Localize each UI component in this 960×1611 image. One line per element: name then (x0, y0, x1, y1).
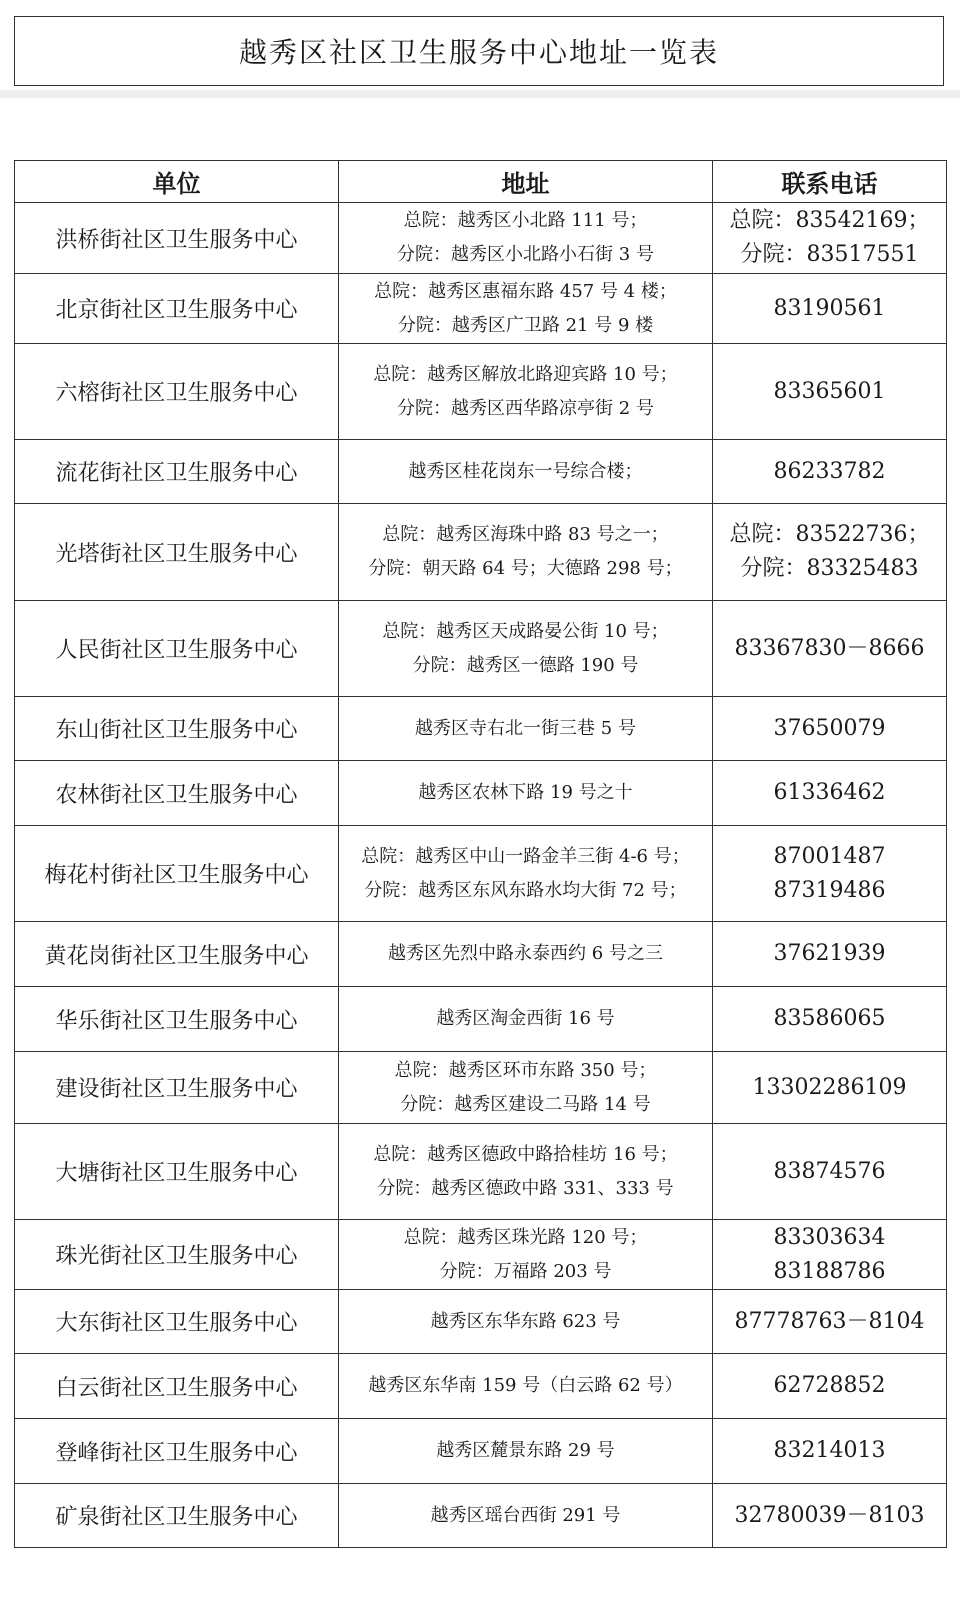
unit-cell: 洪桥街社区卫生服务中心 (15, 203, 339, 274)
address-cell (339, 922, 713, 987)
phone-line: 83367830－8666 (734, 635, 925, 661)
phone-cell (713, 203, 947, 274)
phone-line: 分院：83517551 (740, 242, 919, 267)
phone-line: 83188786 (773, 1258, 886, 1284)
unit-cell: 光塔街社区卫生服务中心 (15, 504, 339, 601)
address-line: 越秀区桂花岗东一号综合楼； (408, 460, 643, 482)
unit-cell: 矿泉街社区卫生服务中心 (15, 1484, 339, 1548)
phone-line: 83874576 (773, 1158, 886, 1184)
unit-cell: 黄花岗街社区卫生服务中心 (15, 922, 339, 987)
header-address: 地址 (339, 161, 713, 203)
phone-line: 总院：83542169； (729, 208, 930, 233)
unit-cell: 大东街社区卫生服务中心 (15, 1290, 339, 1354)
table-header-row (15, 161, 947, 203)
phone-cell (713, 1290, 947, 1354)
header-unit: 单位 (15, 161, 339, 203)
phone-line: 86233782 (773, 458, 886, 484)
table-row (15, 1220, 947, 1290)
table-row (15, 1290, 947, 1354)
phone-cell (713, 1419, 947, 1484)
address-cell (339, 1290, 713, 1354)
phone-cell (713, 601, 947, 697)
phone-line: 87319486 (773, 877, 886, 903)
unit-cell: 北京街社区卫生服务中心 (15, 274, 339, 344)
address-cell (339, 1484, 713, 1548)
address-line: 总院：越秀区天成路晏公街 10 号； (382, 620, 669, 642)
unit-cell: 华乐街社区卫生服务中心 (15, 987, 339, 1052)
table-row (15, 987, 947, 1052)
address-line: 越秀区农林下路 19 号之十 (418, 782, 633, 803)
phone-line: 32780039－8103 (734, 1502, 925, 1528)
unit-cell: 珠光街社区卫生服务中心 (15, 1220, 339, 1290)
address-line: 分院：越秀区东风东路水均大街 72 号； (364, 879, 687, 901)
address-line: 总院：越秀区解放北路迎宾路 10 号； (373, 363, 678, 385)
divider (0, 90, 960, 98)
phone-line: 83214013 (773, 1438, 886, 1463)
address-cell (339, 203, 713, 274)
phone-cell (713, 697, 947, 761)
table-row (15, 826, 947, 922)
address-line: 分院：越秀区德政中路 331、333 号 (377, 1177, 674, 1199)
phone-line: 61336462 (773, 780, 886, 805)
unit-cell: 建设街社区卫生服务中心 (15, 1052, 339, 1124)
address-line: 总院：越秀区海珠中路 83 号之一； (382, 524, 669, 545)
unit-cell: 农林街社区卫生服务中心 (15, 761, 339, 826)
address-cell (339, 504, 713, 601)
phone-line: 83190561 (773, 295, 886, 321)
address-line: 分院：越秀区建设二马路 14 号 (400, 1093, 651, 1115)
table-row (15, 601, 947, 697)
phone-cell (713, 987, 947, 1052)
header-phone: 联系电话 (713, 161, 947, 203)
phone-line: 87001487 (773, 843, 886, 869)
phone-line: 83365601 (773, 378, 886, 404)
address-line: 总院：越秀区惠福东路 457 号 4 楼； (374, 280, 677, 302)
table-body (15, 203, 947, 1548)
address-line: 分院：万福路 203 号 (439, 1260, 612, 1282)
phone-line: 87778763－8104 (734, 1308, 925, 1334)
table-row (15, 504, 947, 601)
phone-cell (713, 1052, 947, 1124)
address-cell (339, 987, 713, 1052)
address-line: 总院：越秀区德政中路拾桂坊 16 号； (373, 1143, 678, 1165)
table-row (15, 1354, 947, 1419)
address-cell (339, 274, 713, 344)
phone-cell (713, 440, 947, 504)
address-cell (339, 344, 713, 440)
address-line: 越秀区东华南 159 号（白云路 62 号） (368, 1375, 683, 1396)
unit-cell: 白云街社区卫生服务中心 (15, 1354, 339, 1419)
table-row (15, 1419, 947, 1484)
address-line: 越秀区淘金西街 16 号 (436, 1008, 615, 1029)
address-line: 总院：越秀区珠光路 120 号； (403, 1226, 648, 1248)
table-row (15, 440, 947, 504)
table-row (15, 1484, 947, 1548)
table-row (15, 344, 947, 440)
address-line: 越秀区先烈中路永泰西约 6 号之三 (388, 943, 663, 964)
phone-cell (713, 1124, 947, 1220)
address-line: 分院：越秀区一德路 190 号 (412, 654, 639, 676)
unit-cell: 流花街社区卫生服务中心 (15, 440, 339, 504)
phone-line: 37650079 (773, 715, 886, 741)
phone-line: 83586065 (773, 1006, 886, 1031)
unit-cell: 大塘街社区卫生服务中心 (15, 1124, 339, 1220)
unit-cell: 六榕街社区卫生服务中心 (15, 344, 339, 440)
address-line: 分院：越秀区广卫路 21 号 9 楼 (397, 314, 654, 336)
phone-line: 总院：83522736； (729, 522, 930, 547)
address-cell (339, 601, 713, 697)
address-line: 越秀区瑶台西街 291 号 (430, 1504, 621, 1526)
address-line: 越秀区麓景东路 29 号 (436, 1440, 615, 1461)
table-row (15, 1052, 947, 1124)
address-cell (339, 826, 713, 922)
unit-cell: 人民街社区卫生服务中心 (15, 601, 339, 697)
phone-cell (713, 922, 947, 987)
phone-line: 13302286109 (752, 1074, 907, 1100)
address-line: 分院：越秀区小北路小石街 3 号 (397, 244, 654, 265)
phone-cell (713, 826, 947, 922)
table-row (15, 761, 947, 826)
phone-cell (713, 274, 947, 344)
address-line: 分院：朝天路 64 号；大德路 298 号； (368, 558, 683, 579)
address-cell (339, 440, 713, 504)
address-line: 分院：越秀区西华路凉亭街 2 号 (397, 397, 654, 419)
address-line: 总院：越秀区中山一路金羊三街 4-6 号； (361, 845, 690, 867)
phone-cell (713, 761, 947, 826)
phone-cell (713, 1484, 947, 1548)
address-cell (339, 1220, 713, 1290)
phone-cell (713, 1220, 947, 1290)
table-row (15, 203, 947, 274)
address-table (14, 160, 947, 1548)
address-line: 越秀区寺右北一街三巷 5 号 (415, 717, 636, 739)
address-line: 越秀区东华东路 623 号 (430, 1310, 621, 1332)
address-cell (339, 1419, 713, 1484)
table-row (15, 922, 947, 987)
phone-line: 83303634 (773, 1224, 886, 1250)
phone-cell (713, 504, 947, 601)
unit-cell: 梅花村街社区卫生服务中心 (15, 826, 339, 922)
table-row (15, 1124, 947, 1220)
address-cell (339, 1124, 713, 1220)
unit-cell: 登峰街社区卫生服务中心 (15, 1419, 339, 1484)
address-line: 总院：越秀区小北路 111 号； (403, 210, 648, 231)
phone-cell (713, 1354, 947, 1419)
unit-cell: 东山街社区卫生服务中心 (15, 697, 339, 761)
phone-line: 62728852 (773, 1373, 886, 1398)
phone-cell (713, 344, 947, 440)
address-line: 总院：越秀区环市东路 350 号； (394, 1059, 657, 1081)
phone-line: 37621939 (773, 941, 886, 966)
phone-line: 分院：83325483 (740, 556, 919, 581)
address-cell (339, 697, 713, 761)
table-row (15, 697, 947, 761)
page-title: 越秀区社区卫生服务中心地址一览表 (14, 16, 944, 86)
address-cell (339, 761, 713, 826)
table-row (15, 274, 947, 344)
address-cell (339, 1354, 713, 1419)
address-cell (339, 1052, 713, 1124)
